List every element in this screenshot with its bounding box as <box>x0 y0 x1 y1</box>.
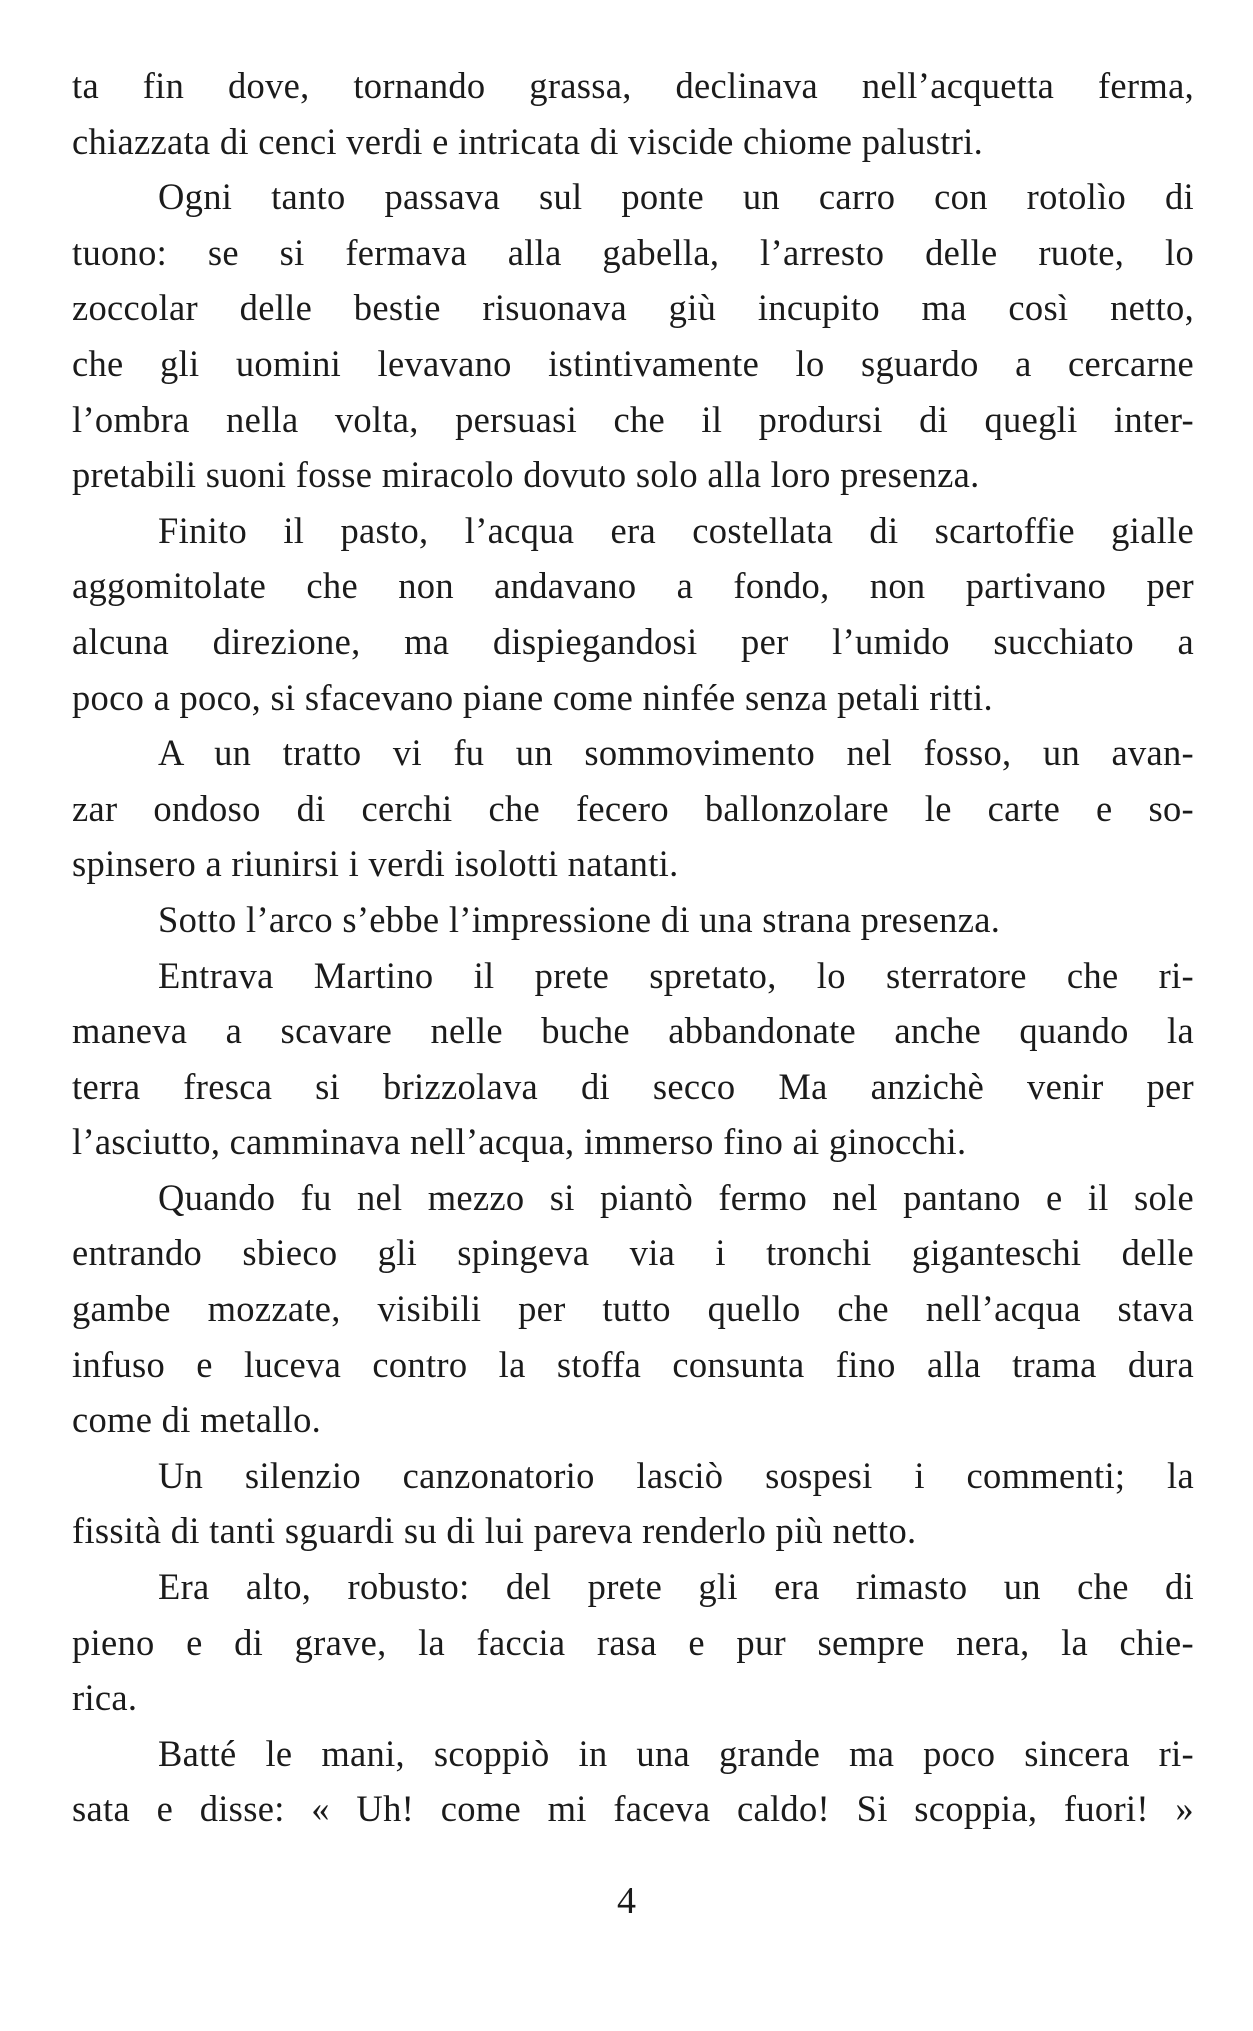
text-line: come di metallo. <box>72 1399 322 1441</box>
text-line: Quando fu nel mezzo si piantò fermo nel pantano e il sole <box>158 1176 1194 1218</box>
text-line: Batté le mani, scoppiò in una grande ma poco sincera ri- <box>158 1732 1194 1774</box>
text-line: entrando sbieco gli spingeva via i tronchi giganteschi delle <box>72 1232 1194 1274</box>
text-line: Era alto, robusto: del prete gli era rimasto un che di <box>158 1566 1194 1608</box>
text-line: infuso e luceva contro la stoffa consunta fino alla trama dura <box>72 1343 1194 1385</box>
text-line: l’asciutto, camminava nell’acqua, immerso fino ai ginocchi. <box>72 1121 967 1163</box>
text-line: che gli uomini levavano istintivamente lo sguardo a cercarne <box>72 342 1194 384</box>
text-line: Un silenzio canzonatorio lasciò sospesi i commenti; la <box>158 1454 1194 1496</box>
text-line: aggomitolate che non andavano a fondo, non partivano per <box>72 565 1194 607</box>
text-line: ta fin dove, tornando grassa, declinava nell’acquetta ferma, <box>72 65 1194 106</box>
text-line: pieno e di grave, la faccia rasa e pur sempre nera, la chie- <box>72 1621 1194 1663</box>
text-line: tuono: se si fermava alla gabella, l’arresto delle ruote, lo <box>72 231 1194 273</box>
text-line: zoccolar delle bestie risuonava giù incupito ma così netto, <box>72 287 1194 329</box>
text-line: Finito il pasto, l’acqua era costellata di scartoffie gialle <box>158 509 1194 551</box>
text-line: pretabili suoni fosse miracolo dovuto solo alla loro presenza. <box>72 454 980 496</box>
text-line: A un tratto vi fu un sommovimento nel fosso, un avan- <box>158 732 1194 774</box>
text-line: Sotto l’arco s’ebbe l’impressione di una strana presenza. <box>158 898 1001 940</box>
body-text <box>72 58 1194 1837</box>
text-line: Entrava Martino il prete spretato, lo sterratore che ri- <box>158 954 1194 996</box>
text-line: chiazzata di cenci verdi e intricata di viscide chiome palustri. <box>72 120 984 162</box>
text-line: fissità di tanti sguardi su di lui pareva renderlo più netto. <box>72 1510 917 1552</box>
page-number: 4 <box>617 1880 636 1922</box>
text-line: gambe mozzate, visibili per tutto quello che nell’acqua stava <box>72 1288 1194 1330</box>
text-line: maneva a scavare nelle buche abbandonate anche quando la <box>72 1010 1194 1052</box>
text-line: l’ombra nella volta, persuasi che il prodursi di quegli inter- <box>72 398 1194 440</box>
text-line: spinsero a riunirsi i verdi isolotti natanti. <box>72 843 679 885</box>
text-line: terra fresca si brizzolava di secco Ma anzichè venir per <box>72 1065 1194 1107</box>
text-line: alcuna direzione, ma dispiegandosi per l’umido succhiato a <box>72 620 1194 662</box>
text-line: Ogni tanto passava sul ponte un carro con rotolìo di <box>158 176 1194 218</box>
text-line: zar ondoso di cerchi che fecero ballonzolare le carte e so- <box>72 787 1194 829</box>
text-line: poco a poco, si sfacevano piane come ninfée senza petali ritti. <box>72 676 993 718</box>
text-line: sata e disse: « Uh! come mi faceva caldo! Si scoppia, fuori! » <box>72 1788 1194 1830</box>
text-line: rica. <box>72 1677 138 1719</box>
